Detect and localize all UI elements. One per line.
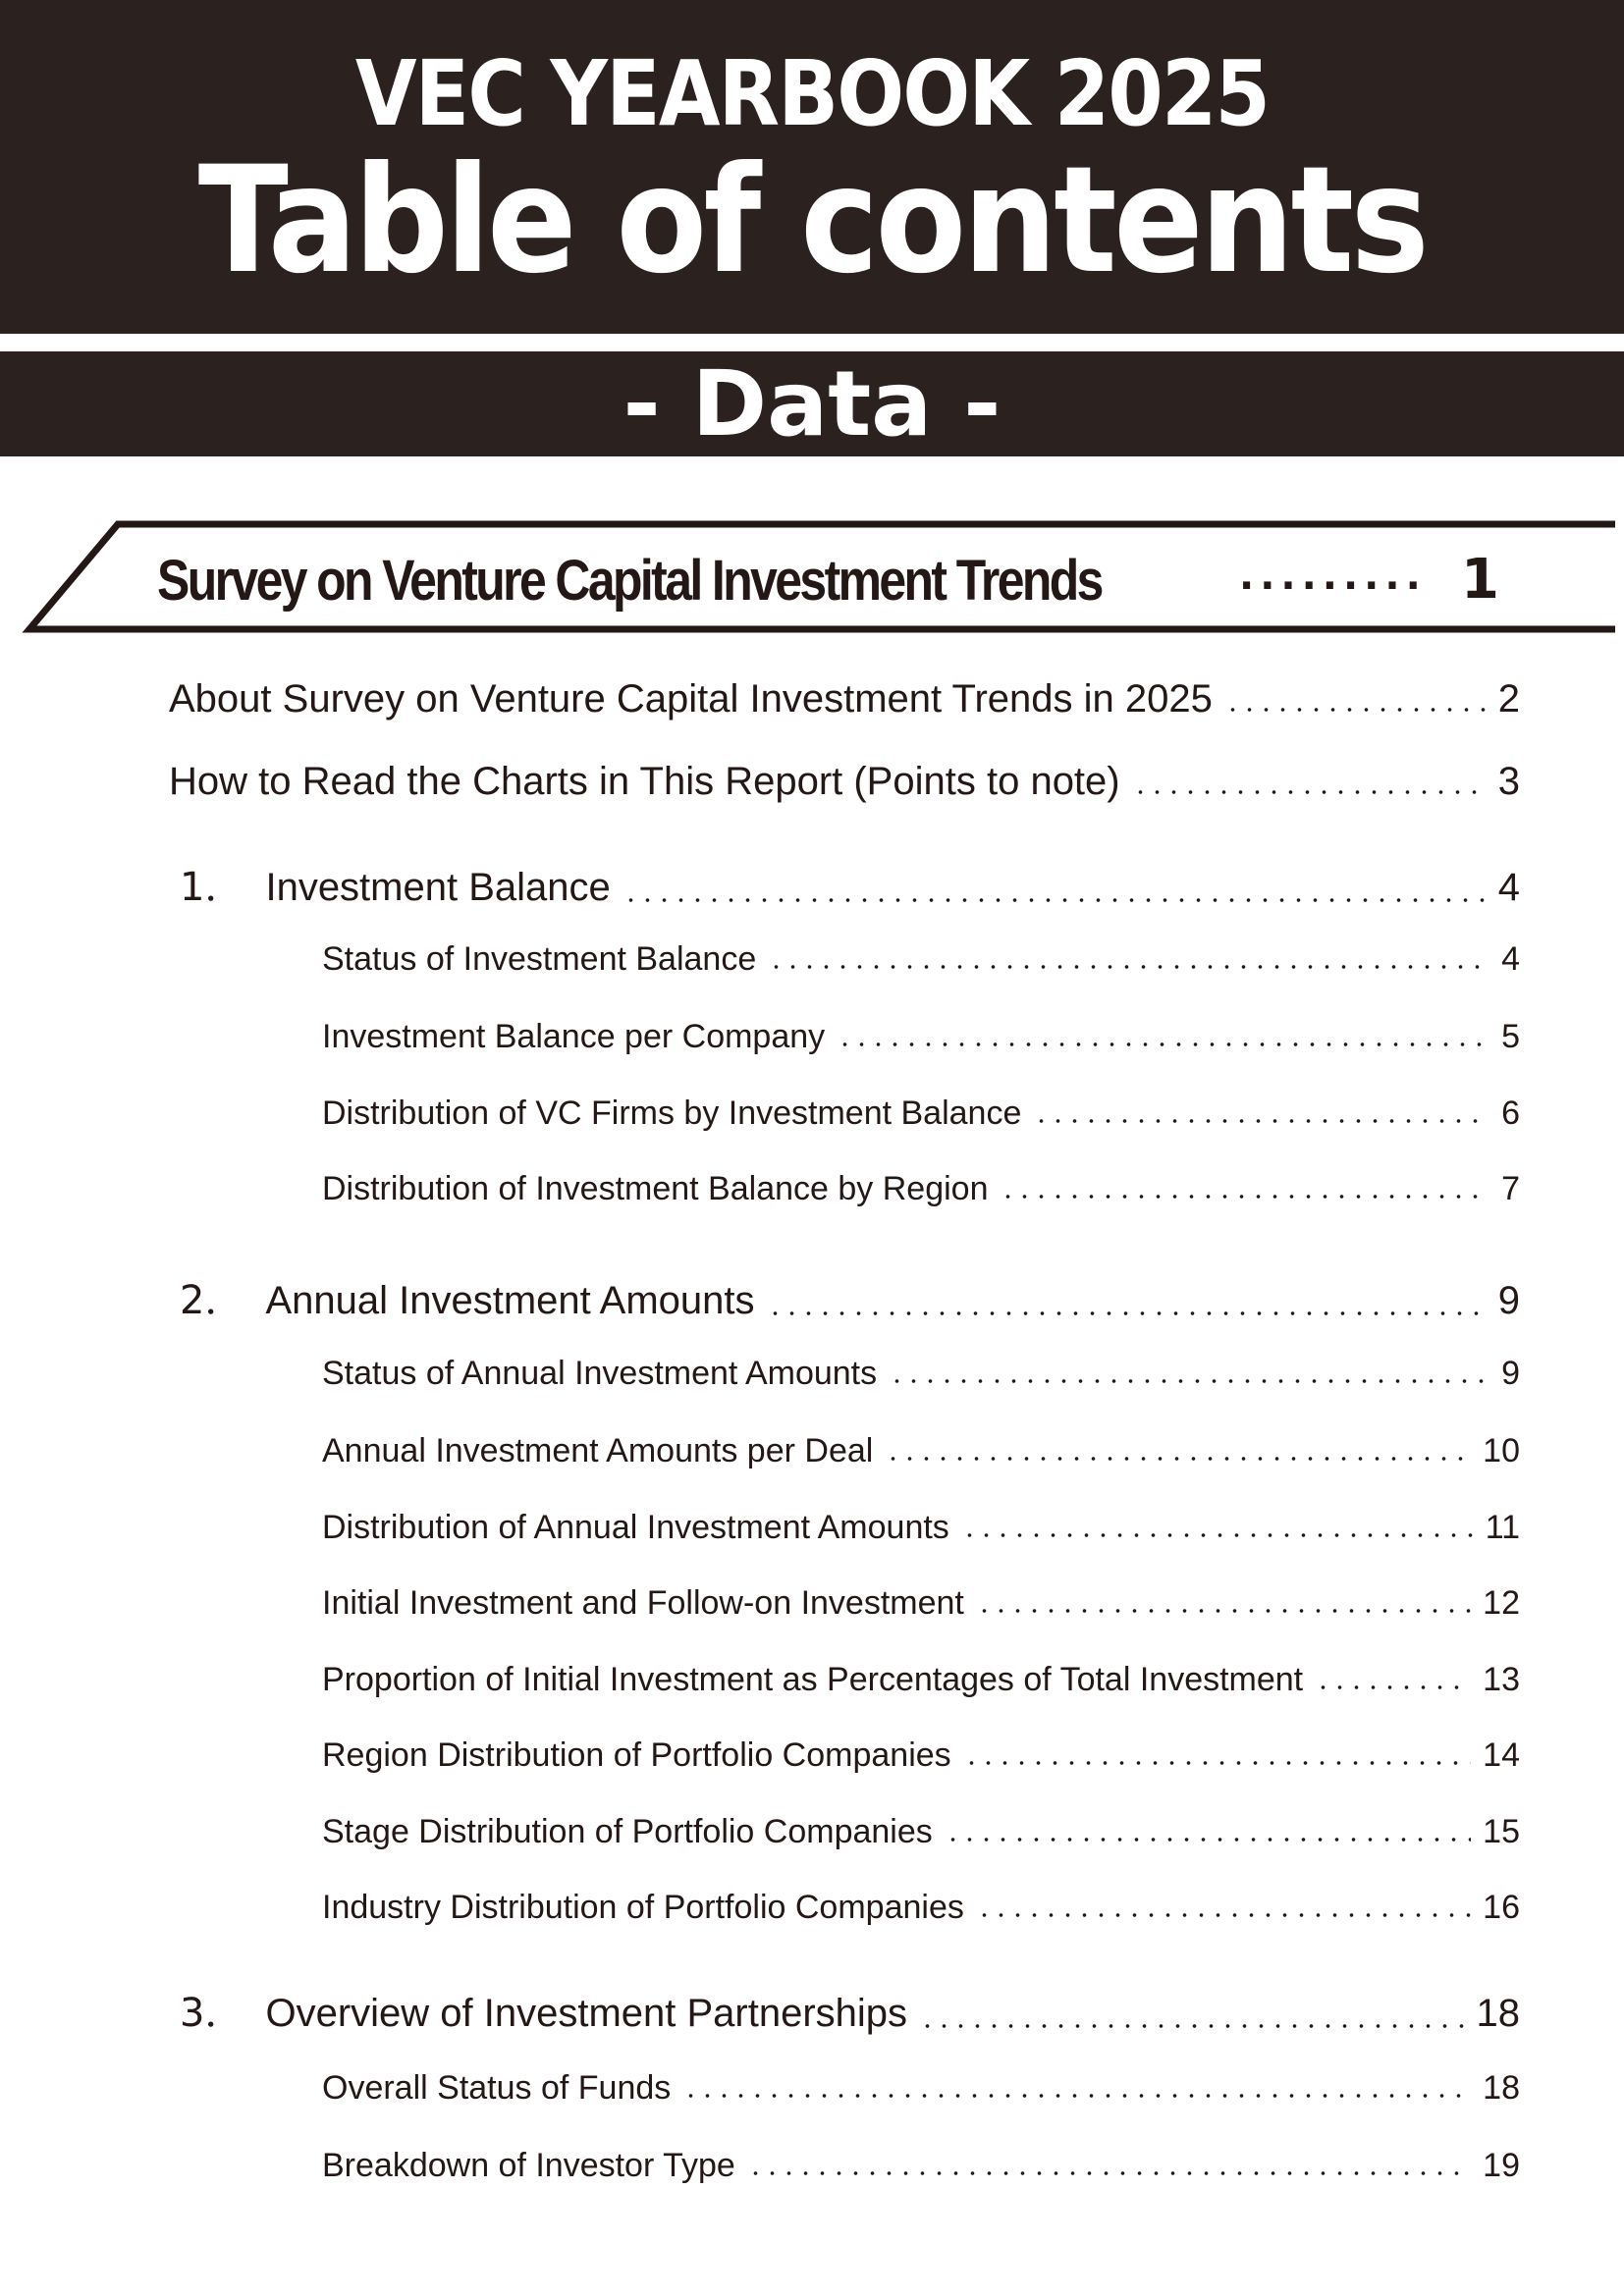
entry-page: 11 xyxy=(1485,1509,1520,1546)
toc-entry[interactable] xyxy=(322,1813,1520,1851)
section-number: 1． xyxy=(180,865,244,910)
entry-page: 7 xyxy=(1501,1170,1520,1207)
toc-entry[interactable] xyxy=(322,2069,1520,2108)
toc-section-2[interactable] xyxy=(180,1269,1520,1325)
entry-label: Region Distribution of Portfolio Companies xyxy=(322,1736,951,1774)
entry-page: 6 xyxy=(1501,1095,1520,1132)
toc-entry[interactable] xyxy=(322,1661,1520,1699)
dot-leader xyxy=(682,2094,1471,2098)
entry-label: Distribution of Investment Balance by Region xyxy=(322,1170,989,1207)
entry-page: 9 xyxy=(1501,1355,1520,1392)
toc-entry[interactable] xyxy=(322,1584,1520,1623)
entry-label: About Survey on Venture Capital Investment Trends in 2025 xyxy=(169,677,1213,721)
entry-label: Overall Status of Funds xyxy=(322,2069,672,2107)
entry-page: 16 xyxy=(1483,1889,1520,1926)
page-title: Table of contents xyxy=(197,135,1427,306)
entry-label: Stage Distribution of Portfolio Companies xyxy=(322,1813,933,1850)
banner-title: Survey on Venture Capital Investment Trends xyxy=(157,549,1102,613)
section-number: 2． xyxy=(180,1278,244,1323)
entry-page: 14 xyxy=(1483,1736,1520,1774)
yearbook-title: VEC YEARBOOK 2025 xyxy=(354,41,1270,146)
toc-section-3[interactable] xyxy=(180,1982,1520,2038)
entry-page: 12 xyxy=(1483,1584,1520,1622)
dot-leader xyxy=(889,1379,1489,1383)
dot-leader xyxy=(623,898,1487,902)
toc-entry[interactable] xyxy=(322,1018,1520,1056)
toc-entry[interactable] xyxy=(322,1509,1520,1547)
section-label: Annual Investment Amounts xyxy=(265,1279,755,1322)
dot-leader xyxy=(885,1457,1471,1461)
entry-page: 15 xyxy=(1483,1813,1520,1850)
entry-page: 5 xyxy=(1501,1018,1520,1055)
toc-entry[interactable] xyxy=(169,760,1520,804)
toc-entry[interactable] xyxy=(322,1170,1520,1208)
entry-label: How to Read the Charts in This Report (Points to note) xyxy=(169,760,1120,803)
toc-entry[interactable] xyxy=(322,1095,1520,1133)
toc-entry[interactable] xyxy=(322,1355,1520,1393)
entry-label: Annual Investment Amounts per Deal xyxy=(322,1432,874,1469)
dot-leader xyxy=(976,1609,1471,1613)
dot-leader xyxy=(963,1761,1472,1765)
toc-entry[interactable] xyxy=(322,940,1520,979)
toc-entry[interactable] xyxy=(322,1432,1520,1470)
dot-leader xyxy=(1315,1685,1471,1689)
entry-label: Breakdown of Investor Type xyxy=(322,2147,735,2184)
header-banner xyxy=(0,0,1624,334)
section-label: Overview of Investment Partnerships xyxy=(265,1992,908,2035)
dot-leader xyxy=(961,1533,1474,1537)
dot-leader xyxy=(1000,1195,1489,1199)
section-page: 4 xyxy=(1497,866,1520,909)
entry-page: 10 xyxy=(1483,1432,1520,1469)
subtitle-band: - Data - xyxy=(0,351,1624,456)
entry-label: Distribution of VC Firms by Investment Balance xyxy=(322,1095,1022,1132)
section-page: 9 xyxy=(1497,1279,1520,1322)
entry-label: Status of Annual Investment Amounts xyxy=(322,1355,878,1392)
section-label: Investment Balance xyxy=(265,866,611,909)
entry-page: 3 xyxy=(1497,760,1520,803)
banner-leader: ········· xyxy=(1239,563,1427,609)
entry-label: Investment Balance per Company xyxy=(322,1018,826,1055)
dot-leader xyxy=(1033,1119,1489,1123)
entry-page: 19 xyxy=(1483,2147,1520,2184)
section-page: 18 xyxy=(1476,1992,1520,2035)
entry-page: 13 xyxy=(1483,1661,1520,1698)
entry-label: Initial Investment and Follow-on Investment xyxy=(322,1584,964,1622)
toc-section-1[interactable] xyxy=(180,856,1520,912)
dot-leader xyxy=(976,1913,1471,1917)
toc-entry[interactable] xyxy=(322,1736,1520,1775)
banner-page: 1 xyxy=(1461,548,1499,612)
dot-leader xyxy=(837,1042,1489,1046)
dot-leader xyxy=(945,1838,1471,1842)
entry-page: 18 xyxy=(1483,2069,1520,2107)
dot-leader xyxy=(1132,790,1487,794)
toc-entry[interactable] xyxy=(169,677,1520,721)
dot-leader xyxy=(767,1311,1487,1315)
entry-label: Distribution of Annual Investment Amounts xyxy=(322,1509,949,1546)
toc-entry[interactable] xyxy=(322,2147,1520,2185)
entry-label: Status of Investment Balance xyxy=(322,940,757,978)
entry-label: Industry Distribution of Portfolio Companies xyxy=(322,1889,964,1926)
toc-entry[interactable] xyxy=(322,1889,1520,1927)
entry-page: 4 xyxy=(1501,940,1520,978)
dot-leader xyxy=(768,965,1489,969)
entry-page: 2 xyxy=(1497,677,1520,721)
entry-label: Proportion of Initial Investment as Percentages of Total Investment xyxy=(322,1661,1304,1698)
dot-leader xyxy=(747,2171,1471,2175)
dot-leader xyxy=(1224,708,1487,712)
section-number: 3． xyxy=(180,1991,244,2036)
dot-leader xyxy=(919,2024,1464,2028)
